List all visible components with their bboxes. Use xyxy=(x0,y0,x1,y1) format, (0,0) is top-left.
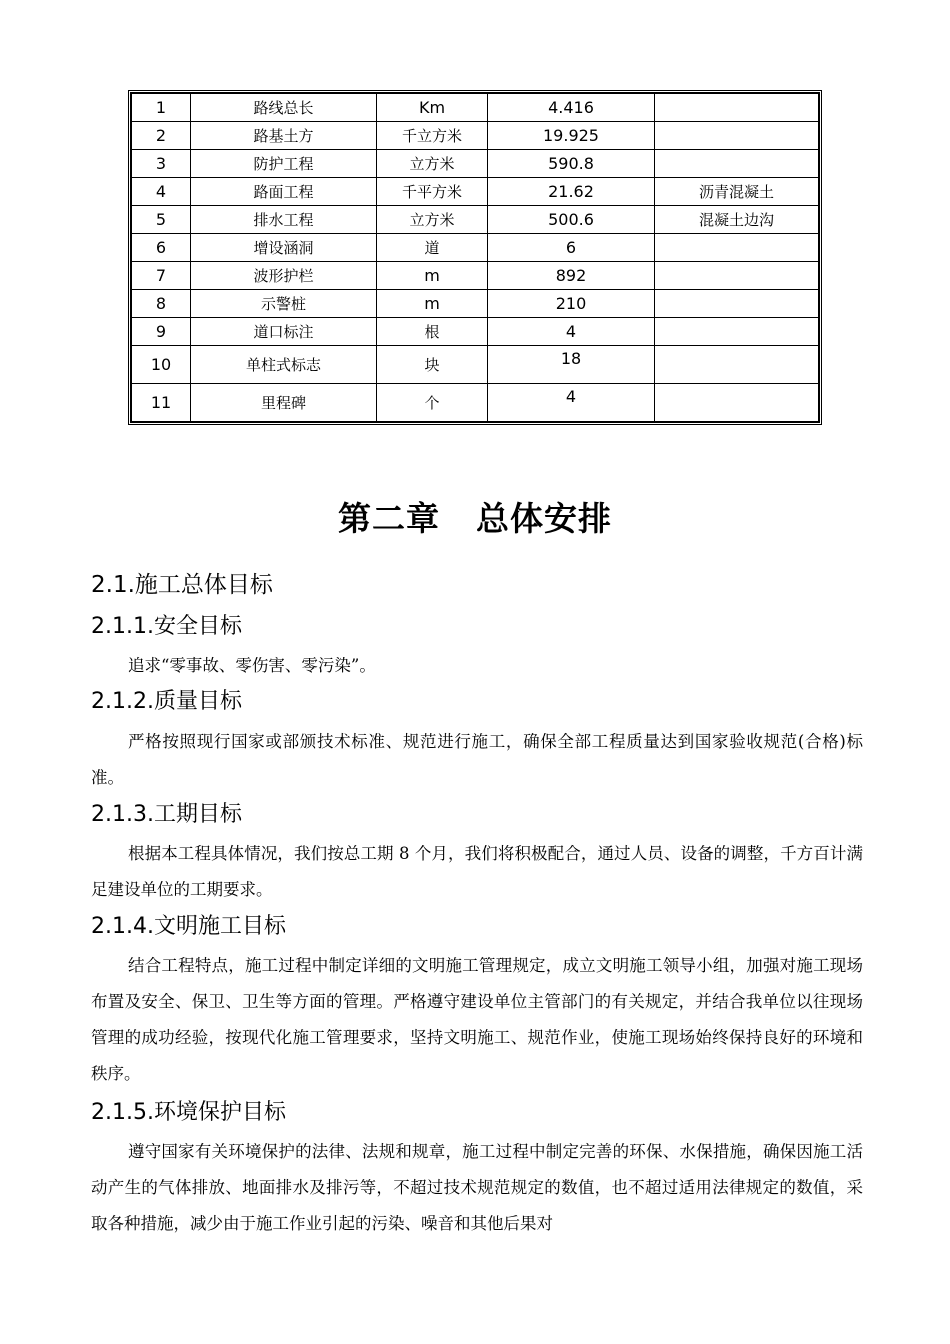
item-name: 防护工程 xyxy=(191,150,377,178)
row-number: 5 xyxy=(132,206,191,234)
row-number: 4 xyxy=(132,178,191,206)
table-row xyxy=(132,178,819,206)
chapter-name: 总体安排 xyxy=(476,499,612,538)
quantity: 4 xyxy=(488,384,655,422)
subsection-heading: 2.1.5.环境保护目标 xyxy=(91,1100,286,1125)
table-row xyxy=(132,384,819,422)
table-row xyxy=(132,234,819,262)
table-row xyxy=(132,122,819,150)
table-row xyxy=(132,206,819,234)
remark xyxy=(655,346,819,384)
unit: 千立方米 xyxy=(377,122,488,150)
remark: 沥青混凝土 xyxy=(655,178,819,206)
subsection-heading: 2.1.2.质量目标 xyxy=(91,689,242,714)
subsection-heading: 2.1.4.文明施工目标 xyxy=(91,914,286,939)
item-name: 示警桩 xyxy=(191,290,377,318)
unit: 根 xyxy=(377,318,488,346)
quantity: 892 xyxy=(488,262,655,290)
item-name: 路面工程 xyxy=(191,178,377,206)
paragraph: 结合工程特点，施工过程中制定详细的文明施工管理规定，成立文明施工领导小组，加强对施工现场布置及安全、保卫、卫生等方面的管理。严格遵守建设单位主管部门的有关规定，并结合我单位以往现场管理的成功经验，按现代化施工管理要求，坚持文明施工、规范作业，使施工现场始终保持良好的环境和秩序。 xyxy=(91,956,863,1083)
remark xyxy=(655,94,819,122)
quantity: 18 xyxy=(488,346,655,384)
item-name: 路基土方 xyxy=(191,122,377,150)
table-row xyxy=(132,94,819,122)
item-name: 路线总长 xyxy=(191,94,377,122)
table-row xyxy=(132,262,819,290)
unit: 立方米 xyxy=(377,206,488,234)
quantity: 590.8 xyxy=(488,150,655,178)
section-heading: 2.1.施工总体目标 xyxy=(91,572,273,598)
chapter-title xyxy=(0,493,950,540)
quantity: 21.62 xyxy=(488,178,655,206)
remark xyxy=(655,384,819,422)
remark xyxy=(655,290,819,318)
unit: 块 xyxy=(377,346,488,384)
remark xyxy=(655,262,819,290)
row-number: 11 xyxy=(132,384,191,422)
row-number: 9 xyxy=(132,318,191,346)
row-number: 8 xyxy=(132,290,191,318)
quantity: 210 xyxy=(488,290,655,318)
row-number: 7 xyxy=(132,262,191,290)
remark xyxy=(655,150,819,178)
unit: 个 xyxy=(377,384,488,422)
chapter-number: 第二章 xyxy=(338,499,440,538)
unit: 千平方米 xyxy=(377,178,488,206)
item-name: 排水工程 xyxy=(191,206,377,234)
quantity: 19.925 xyxy=(488,122,655,150)
item-name: 里程碑 xyxy=(191,384,377,422)
remark: 混凝土边沟 xyxy=(655,206,819,234)
quantity: 6 xyxy=(488,234,655,262)
paragraph: 追求“零事故、零伤害、零污染”。 xyxy=(128,656,376,675)
paragraph: 遵守国家有关环境保护的法律、法规和规章，施工过程中制定完善的环保、水保措施，确保因施工活动产生的气体排放、地面排水及排污等，不超过技术规范规定的数值，也不超过适用法律规定的数值，采取各种措施，减少由于施工作业引起的污染、噪音和其他后果对 xyxy=(91,1142,863,1233)
paragraph: 严格按照现行国家或部颁技术标准、规范进行施工，确保全部工程质量达到国家验收规范(合格)标准。 xyxy=(91,732,863,787)
quantity: 4 xyxy=(488,318,655,346)
unit: m xyxy=(377,262,488,290)
quantity: 4.416 xyxy=(488,94,655,122)
paragraph: 根据本工程具体情况，我们按总工期 8 个月，我们将积极配合，通过人员、设备的调整，千方百计满足建设单位的工期要求。 xyxy=(91,844,863,899)
remark xyxy=(655,318,819,346)
unit: m xyxy=(377,290,488,318)
row-number: 1 xyxy=(132,94,191,122)
table-row xyxy=(132,346,819,384)
row-number: 6 xyxy=(132,234,191,262)
remark xyxy=(655,234,819,262)
item-name: 道口标注 xyxy=(191,318,377,346)
table-row xyxy=(132,318,819,346)
subsection-heading: 2.1.1.安全目标 xyxy=(91,614,242,639)
unit: 道 xyxy=(377,234,488,262)
row-number: 10 xyxy=(132,346,191,384)
row-number: 3 xyxy=(132,150,191,178)
item-name: 单柱式标志 xyxy=(191,346,377,384)
row-number: 2 xyxy=(132,122,191,150)
subsection-heading: 2.1.3.工期目标 xyxy=(91,802,242,827)
unit: Km xyxy=(377,94,488,122)
quantity: 500.6 xyxy=(488,206,655,234)
quantity-table xyxy=(128,90,822,425)
unit: 立方米 xyxy=(377,150,488,178)
remark xyxy=(655,122,819,150)
item-name: 波形护栏 xyxy=(191,262,377,290)
item-name: 增设涵洞 xyxy=(191,234,377,262)
table-row xyxy=(132,150,819,178)
table-row xyxy=(132,290,819,318)
